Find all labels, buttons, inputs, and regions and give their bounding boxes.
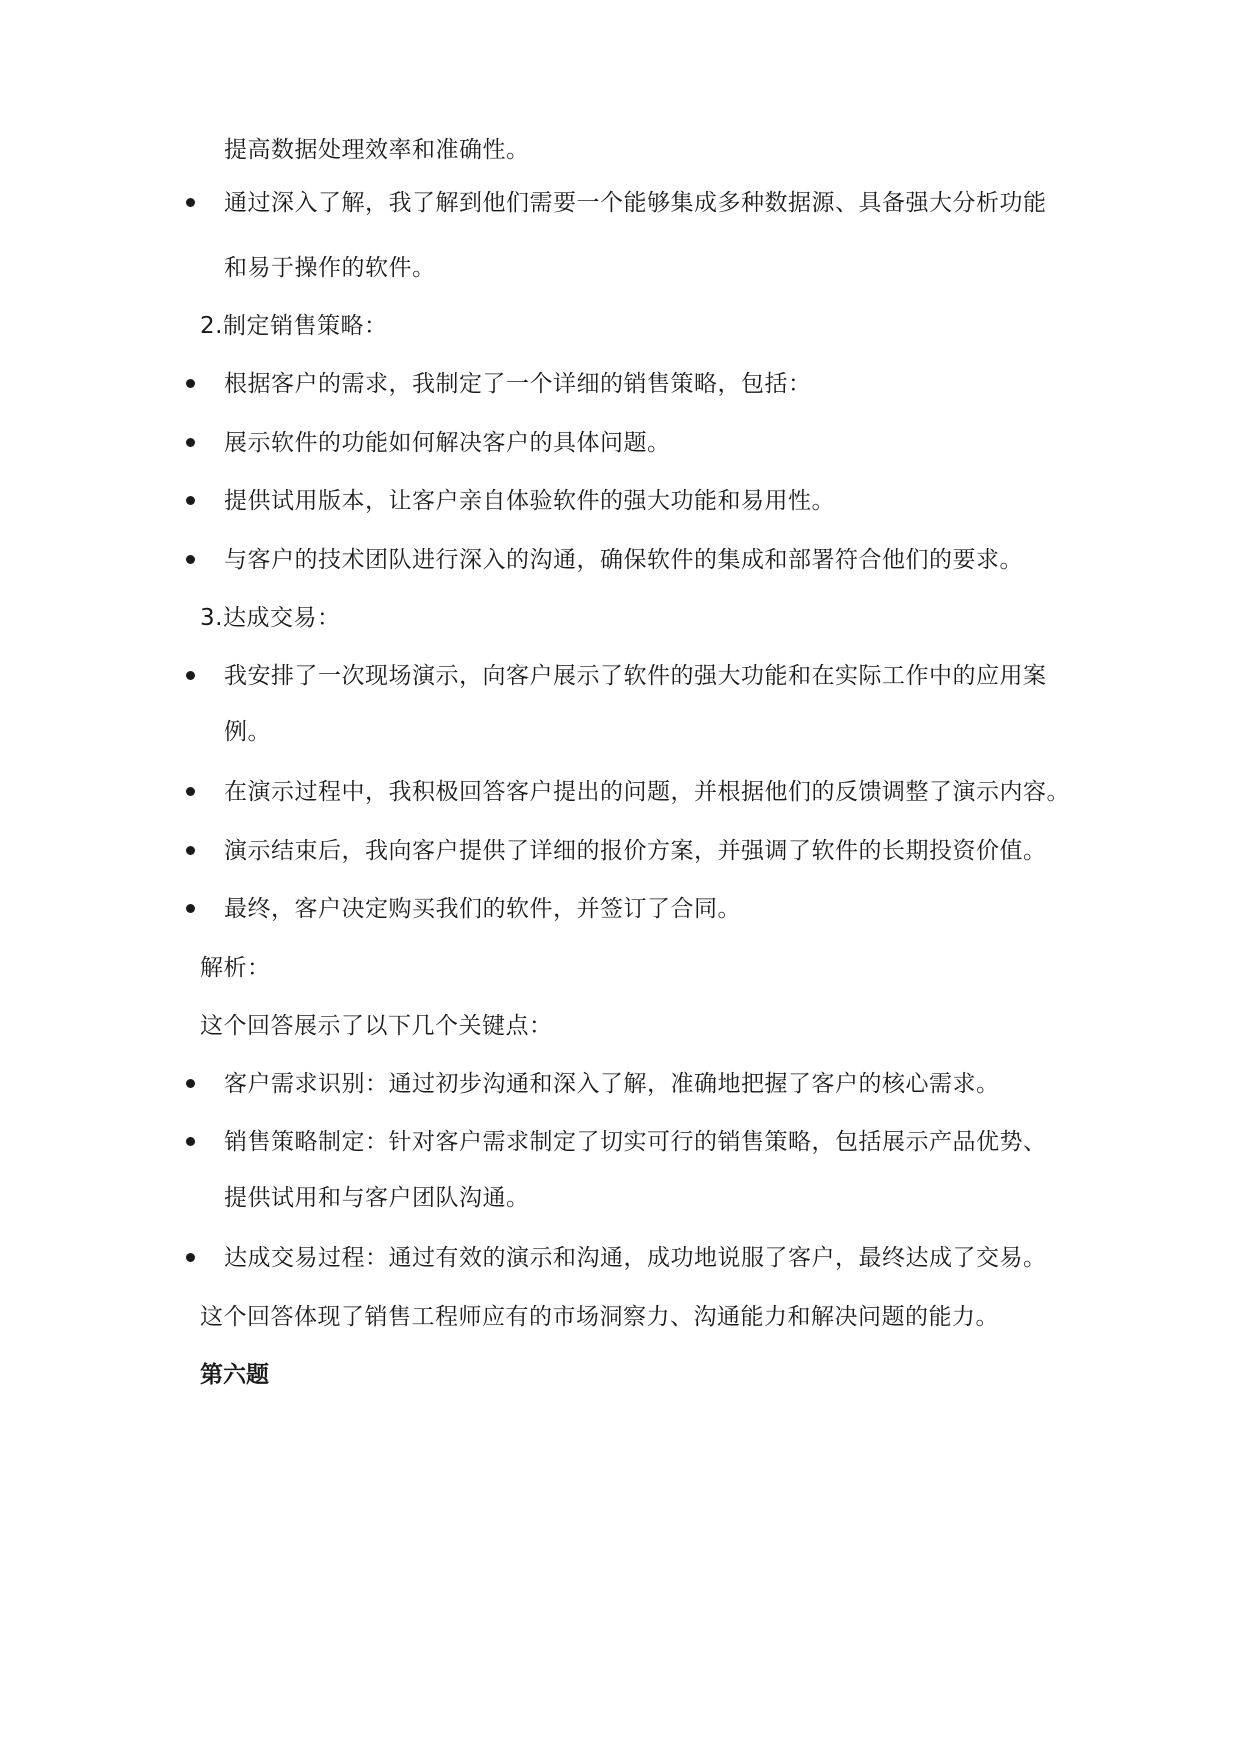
analysis-intro: 这个回答展示了以下几个关键点： bbox=[200, 1013, 553, 1039]
bullet-icon bbox=[186, 904, 195, 913]
bullet-icon bbox=[186, 1253, 195, 1262]
section-3-item: 最终，客户决定购买我们的软件，并签订了合同。 bbox=[224, 896, 741, 922]
section-2-item: 根据客户的需求，我制定了一个详细的销售策略，包括： bbox=[224, 371, 812, 397]
section-2-item: 与客户的技术团队进行深入的沟通，确保软件的集成和部署符合他们的要求。 bbox=[224, 547, 1023, 573]
intro-bullet-line-2: 和易于操作的软件。 bbox=[224, 255, 436, 281]
conclusion: 这个回答体现了销售工程师应有的市场洞察力、沟通能力和解决问题的能力。 bbox=[200, 1304, 999, 1330]
bullet-icon bbox=[186, 1079, 195, 1088]
next-question-heading: 第六题 bbox=[200, 1362, 269, 1388]
analysis-item-1: 客户需求识别：通过初步沟通和深入了解，准确地把握了客户的核心需求。 bbox=[224, 1071, 1000, 1097]
section-2-title: 2.制定销售策略： bbox=[200, 313, 388, 339]
section-2-item: 提供试用版本，让客户亲自体验软件的强大功能和易用性。 bbox=[224, 488, 835, 514]
analysis-item-3: 达成交易过程：通过有效的演示和沟通，成功地说服了客户，最终达成了交易。 bbox=[224, 1245, 1047, 1271]
section-3-item: 演示结束后，我向客户提供了详细的报价方案，并强调了软件的长期投资价值。 bbox=[224, 838, 1047, 864]
section-3-title: 3.达成交易： bbox=[200, 605, 341, 631]
intro-continuation: 提高数据处理效率和准确性。 bbox=[224, 137, 530, 163]
section-3-item-1-line-2: 例。 bbox=[224, 719, 271, 745]
bullet-icon bbox=[186, 1137, 195, 1146]
bullet-icon bbox=[186, 671, 195, 680]
section-3-item-1-line-1: 我安排了一次现场演示，向客户展示了软件的强大功能和在实际工作中的应用案 bbox=[224, 663, 1047, 689]
bullet-icon bbox=[186, 555, 195, 564]
intro-bullet-line-1: 通过深入了解，我了解到他们需要一个能够集成多种数据源、具备强大分析功能 bbox=[224, 190, 1047, 216]
bullet-icon bbox=[186, 379, 195, 388]
analysis-item-2-line-2: 提供试用和与客户团队沟通。 bbox=[224, 1185, 530, 1211]
bullet-icon bbox=[186, 846, 195, 855]
bullet-icon bbox=[186, 496, 195, 505]
section-2-item: 展示软件的功能如何解决客户的具体问题。 bbox=[224, 430, 671, 456]
bullet-icon bbox=[186, 787, 195, 796]
bullet-icon bbox=[186, 198, 195, 207]
section-3-item: 在演示过程中，我积极回答客户提出的问题，并根据他们的反馈调整了演示内容。 bbox=[224, 779, 1070, 805]
bullet-icon bbox=[186, 438, 195, 447]
analysis-item-2-line-1: 销售策略制定：针对客户需求制定了切实可行的销售策略，包括展示产品优势、 bbox=[224, 1129, 1047, 1155]
analysis-title: 解析： bbox=[200, 955, 271, 981]
